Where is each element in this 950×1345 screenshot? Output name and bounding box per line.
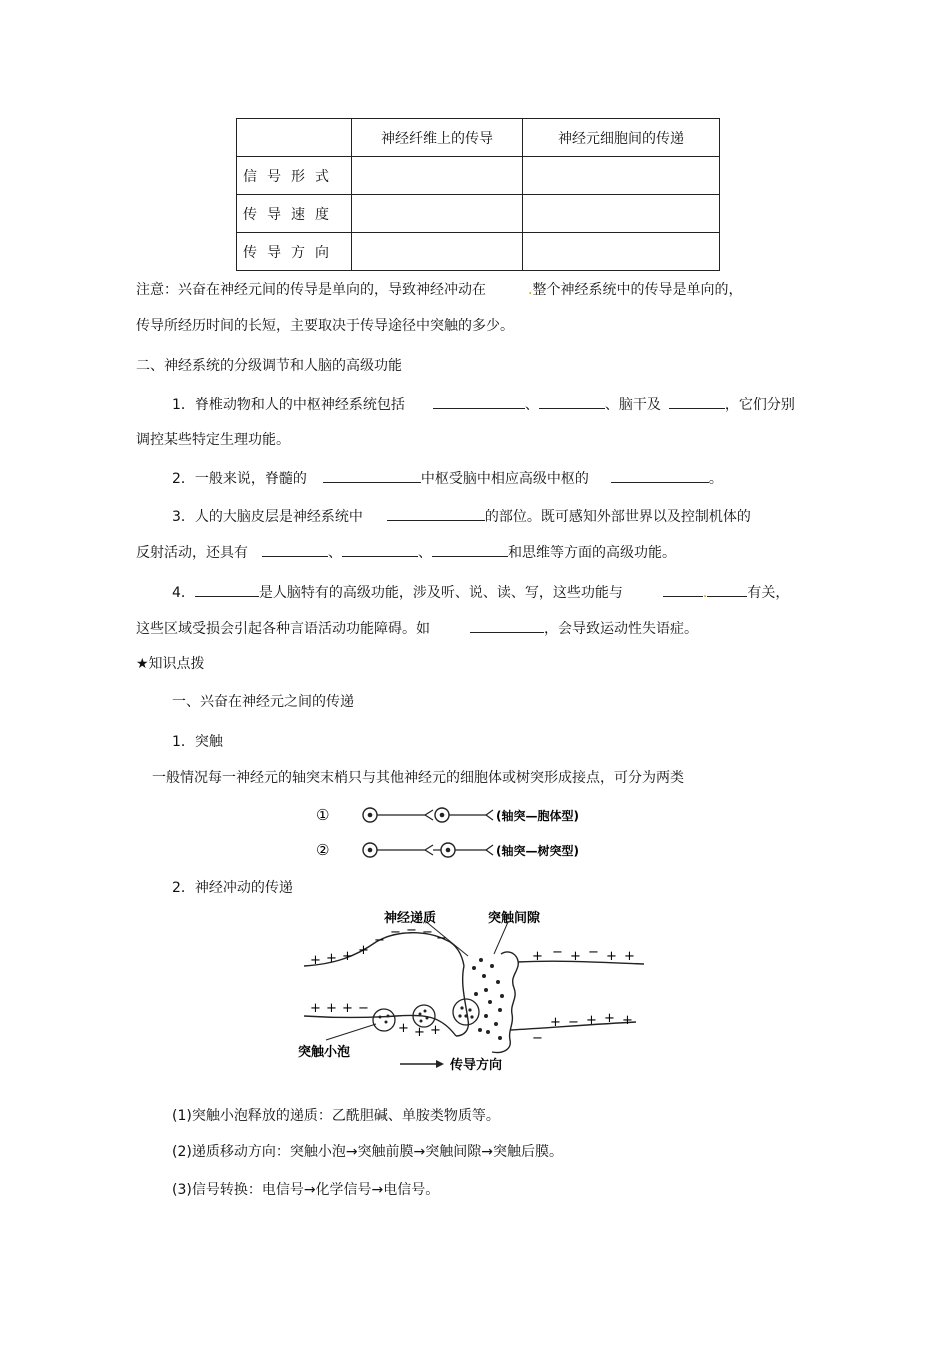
question-text: 的部位。既可感知外部世界以及控制机体的 xyxy=(484,509,751,525)
table-header-cell: 神经元细胞间的传递 xyxy=(523,119,720,157)
question-text: 、 xyxy=(418,545,432,561)
answer-blank[interactable] xyxy=(323,468,421,483)
note-line-1 xyxy=(136,280,742,300)
svg-text:+: + xyxy=(430,1023,441,1038)
svg-text:+: + xyxy=(606,949,617,964)
answer-blank[interactable] xyxy=(432,542,508,557)
svg-text:+: + xyxy=(398,1021,409,1036)
table-header-row xyxy=(237,119,720,157)
svg-text:−: − xyxy=(358,1001,369,1016)
question-text: 、 xyxy=(524,397,539,413)
type-number: ② xyxy=(316,841,330,859)
knowledge-item-2: 2．神经冲动的传递 xyxy=(172,880,293,896)
question-1 xyxy=(172,394,795,415)
type-label: (轴突—胞体型) xyxy=(496,809,579,823)
highlight-dot: . xyxy=(528,282,533,298)
answer-cell[interactable] xyxy=(523,233,720,271)
svg-text:+: + xyxy=(570,949,581,964)
question-text: 有关， xyxy=(747,585,790,601)
question-text: 脊椎动物和人的中枢神经系统包括 xyxy=(194,397,405,413)
svg-text:+: + xyxy=(550,1015,561,1030)
question-number: 2． xyxy=(172,471,195,487)
svg-text:+: + xyxy=(604,1011,615,1026)
answer-cell[interactable] xyxy=(352,233,523,271)
knowledge-subheading: 一、兴奋在神经元之间的传递 xyxy=(172,694,354,710)
question-text: ，它们分别 xyxy=(724,397,795,413)
svg-text:+: + xyxy=(326,1001,337,1016)
question-text: 。 xyxy=(708,471,723,487)
svg-text:+: + xyxy=(622,1013,633,1028)
answer-blank[interactable] xyxy=(611,468,709,483)
question-number: 3． xyxy=(172,509,195,525)
comparison-table xyxy=(236,118,720,271)
svg-text:+: + xyxy=(326,951,337,966)
svg-text:−: − xyxy=(436,931,447,946)
question-4-cont xyxy=(136,618,698,639)
knowledge-title: ★知识点拨 xyxy=(136,656,205,672)
synaptic-vesicles xyxy=(373,999,479,1031)
section-heading: 二、神经系统的分级调节和人脑的高级功能 xyxy=(136,358,402,374)
question-text: 反射活动，还具有 xyxy=(136,545,248,561)
question-text: ，会导致运动性失语症。 xyxy=(544,621,698,637)
label-synaptic-cleft: 突触间隙 xyxy=(488,911,541,926)
svg-text:−: − xyxy=(568,1015,579,1030)
table-row xyxy=(237,157,720,195)
answer-blank[interactable] xyxy=(663,582,703,597)
answer-blank[interactable] xyxy=(539,394,605,409)
svg-text:+: + xyxy=(624,949,635,964)
synapse-description: 一般情况每一神经元的轴突末梢只与其他神经元的细胞体或树突形成接点，可分为两类 xyxy=(152,770,684,786)
synapse-transmission-diagram xyxy=(296,904,648,1076)
svg-text:+: + xyxy=(310,1001,321,1016)
svg-text:+: + xyxy=(414,1025,425,1040)
svg-text:+: + xyxy=(342,949,353,964)
table-row xyxy=(237,233,720,271)
svg-text:−: − xyxy=(422,925,433,940)
table-row xyxy=(237,195,720,233)
note-line-2: 传导所经历时间的长短，主要取决于传导途径中突触的多少。 xyxy=(136,318,514,334)
label-direction: 传导方向 xyxy=(450,1058,503,1073)
question-4 xyxy=(172,582,789,603)
question-3-cont xyxy=(136,542,676,563)
svg-text:−: − xyxy=(588,945,599,960)
row-label: 传导方向 xyxy=(237,233,352,271)
row-label: 信号形式 xyxy=(237,157,352,195)
svg-text:+: + xyxy=(342,1001,353,1016)
pointer-vesicle xyxy=(326,1024,376,1040)
question-1-cont: 调控某些特定生理功能。 xyxy=(136,432,290,448)
synapse-types-diagram xyxy=(300,800,600,866)
question-text: 、 xyxy=(328,545,342,561)
highlight-dot: . xyxy=(702,585,708,601)
question-text: 一般来说，脊髓的 xyxy=(194,471,307,487)
question-text: 中枢受脑中相应高级中枢的 xyxy=(420,471,589,487)
question-text: 和思维等方面的高级功能。 xyxy=(508,545,676,561)
answer-cell[interactable] xyxy=(352,195,523,233)
type-label: (轴突—树突型) xyxy=(496,844,579,858)
postsynaptic-membrane xyxy=(492,952,518,1053)
answer-blank[interactable] xyxy=(342,542,418,557)
answer-cell[interactable] xyxy=(523,157,720,195)
svg-text:+: + xyxy=(310,953,321,968)
answer-cell[interactable] xyxy=(352,157,523,195)
question-text: 、脑干及 xyxy=(604,397,661,413)
answer-blank[interactable] xyxy=(707,582,747,597)
axon-soma-icon xyxy=(363,808,493,822)
neurotransmitter-dots xyxy=(472,958,504,1040)
axon-dendrite-icon xyxy=(363,843,493,857)
svg-text:+: + xyxy=(532,949,543,964)
answer-blank[interactable] xyxy=(433,394,525,409)
svg-text:−: − xyxy=(552,945,563,960)
table-header-cell xyxy=(237,119,352,157)
row-label: 传导速度 xyxy=(237,195,352,233)
svg-text:−: − xyxy=(390,925,401,940)
answer-cell[interactable] xyxy=(523,195,720,233)
pointer-cleft xyxy=(494,922,508,954)
table-header-cell: 神经纤维上的传导 xyxy=(352,119,523,157)
note-text: 整个神经系统中的传导是单向的， xyxy=(532,282,743,298)
answer-blank[interactable] xyxy=(262,542,328,557)
question-text: 这些区域受损会引起各种言语活动功能障碍。如 xyxy=(136,621,430,637)
membrane-charges xyxy=(310,923,635,1046)
arrow-head-icon xyxy=(436,1060,444,1068)
answer-blank[interactable] xyxy=(470,618,544,633)
question-3 xyxy=(172,506,751,527)
label-synaptic-vesicle: 突触小泡 xyxy=(298,1045,351,1060)
knowledge-point: (2)递质移动方向：突触小泡→突触前膜→突触间隙→突触后膜。 xyxy=(172,1144,564,1160)
svg-text:+: + xyxy=(358,943,369,958)
knowledge-point: (3)信号转换：电信号→化学信号→电信号。 xyxy=(172,1182,440,1198)
svg-text:−: − xyxy=(406,923,417,938)
svg-text:+: + xyxy=(586,1013,597,1028)
question-2 xyxy=(172,468,723,489)
label-neurotransmitter: 神经递质 xyxy=(384,911,437,926)
svg-text:−: − xyxy=(532,1031,543,1046)
knowledge-point: (1)突触小泡释放的递质：乙酰胆碱、单胺类物质等。 xyxy=(172,1108,500,1124)
note-text: 注意：兴奋在神经元间的传导是单向的，导致神经冲动在 xyxy=(136,282,486,298)
answer-blank[interactable] xyxy=(387,506,485,521)
answer-blank[interactable] xyxy=(195,582,259,597)
answer-blank[interactable] xyxy=(669,394,725,409)
knowledge-item-1: 1．突触 xyxy=(172,734,223,750)
question-number: 4． xyxy=(172,585,195,601)
question-number: 1． xyxy=(172,397,195,413)
type-number: ① xyxy=(316,806,330,824)
svg-text:−: − xyxy=(374,933,385,948)
question-text: 是人脑特有的高级功能，涉及听、说、读、写，这些功能与 xyxy=(258,585,623,601)
question-text: 人的大脑皮层是神经系统中 xyxy=(194,509,363,525)
